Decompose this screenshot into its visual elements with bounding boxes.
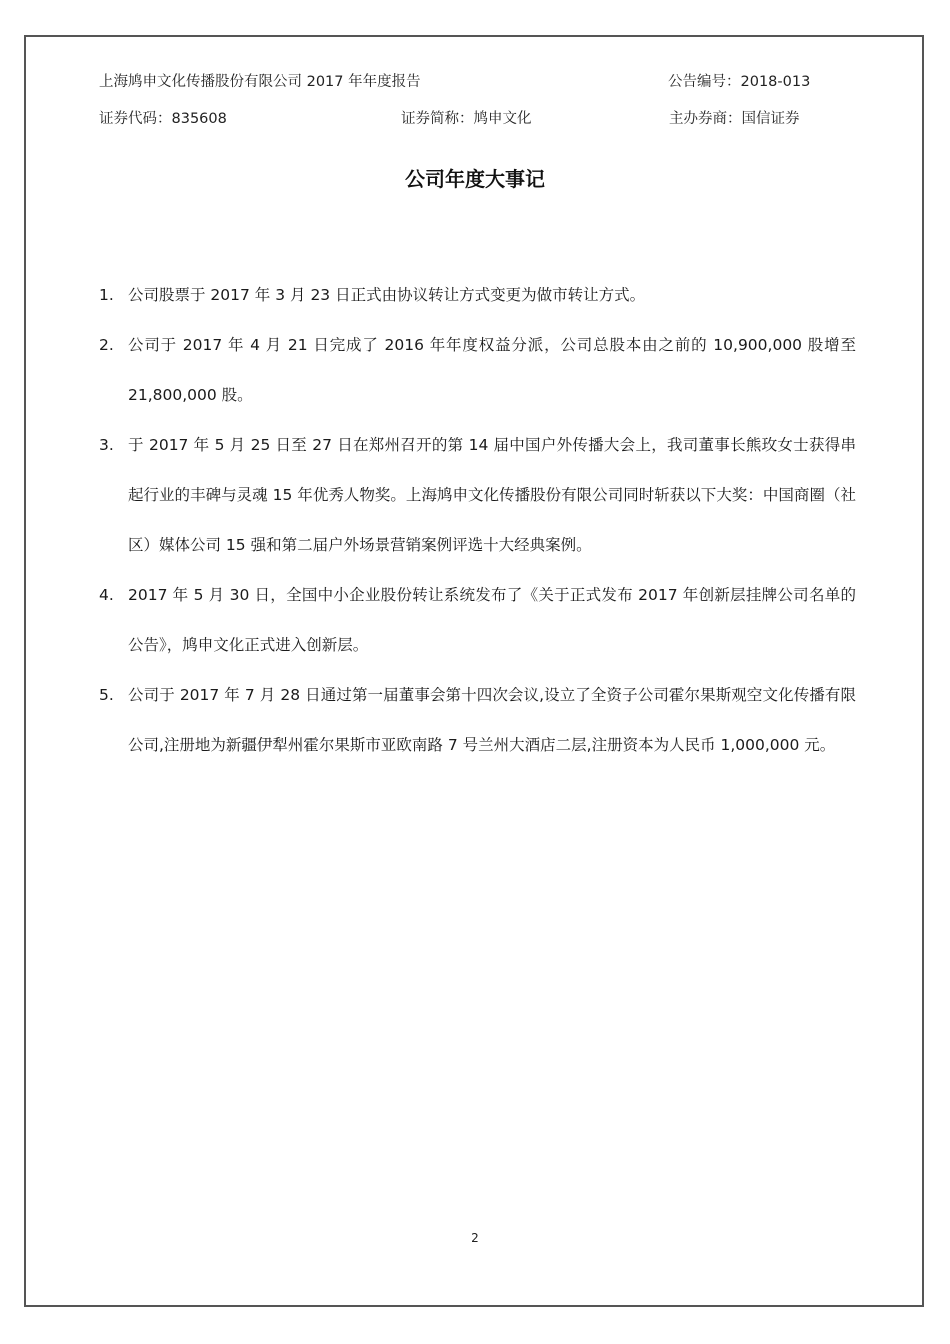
event-text: 公司于 2017 年 7 月 28 日通过第一届董事会第十四次会议,设立了全资子公司霍尔果斯观空文化传播有限公司,注册地为新疆伊犁州霍尔果斯市亚欧南路 7 号兰州大酒店二层,注册资本为人民币 1,000,000 元。: [128, 686, 856, 754]
list-item: [99, 670, 856, 770]
stock-short-name: 证券简称：鸠申文化: [401, 111, 532, 127]
event-text: 2017 年 5 月 30 日，全国中小企业股份转让系统发布了《关于正式发布 2017 年创新层挂牌公司名单的公告》，鸠申文化正式进入创新层。: [128, 586, 856, 654]
event-number: 1.: [99, 286, 114, 304]
list-item: [99, 270, 856, 320]
event-number: 5.: [99, 686, 114, 704]
event-text: 公司股票于 2017 年 3 月 23 日正式由协议转让方式变更为做市转让方式。: [128, 286, 646, 304]
page-title: 公司年度大事记: [405, 167, 545, 191]
list-item: [99, 320, 856, 420]
company-report-title: 上海鸠申文化传播股份有限公司 2017 年年度报告: [99, 74, 421, 90]
list-item: [99, 570, 856, 670]
event-text: 公司于 2017 年 4 月 21 日完成了 2016 年年度权益分派，公司总股本由之前的 10,900,000 股增至 21,800,000 股。: [128, 336, 856, 404]
event-number: 2.: [99, 336, 114, 354]
event-number: 4.: [99, 586, 114, 604]
event-number: 3.: [99, 436, 114, 454]
event-text: 于 2017 年 5 月 25 日至 27 日在郑州召开的第 14 届中国户外传播大会上，我司董事长熊玫女士获得串起行业的丰碑与灵魂 15 年优秀人物奖。上海鸠申文化传播股份有限公司同时斩获以下大奖：中国商圈（社区）媒体公司 15 强和第二届户外场景营销案例评选十大经典案例。: [128, 436, 856, 554]
list-item: [99, 420, 856, 570]
announcement-number: 公告编号：2018-013: [668, 74, 811, 90]
lead-broker: 主办券商：国信证券: [669, 111, 800, 127]
page-number: 2: [471, 1231, 479, 1245]
stock-code: 证券代码：835608: [99, 111, 227, 127]
events-list: [99, 270, 856, 770]
